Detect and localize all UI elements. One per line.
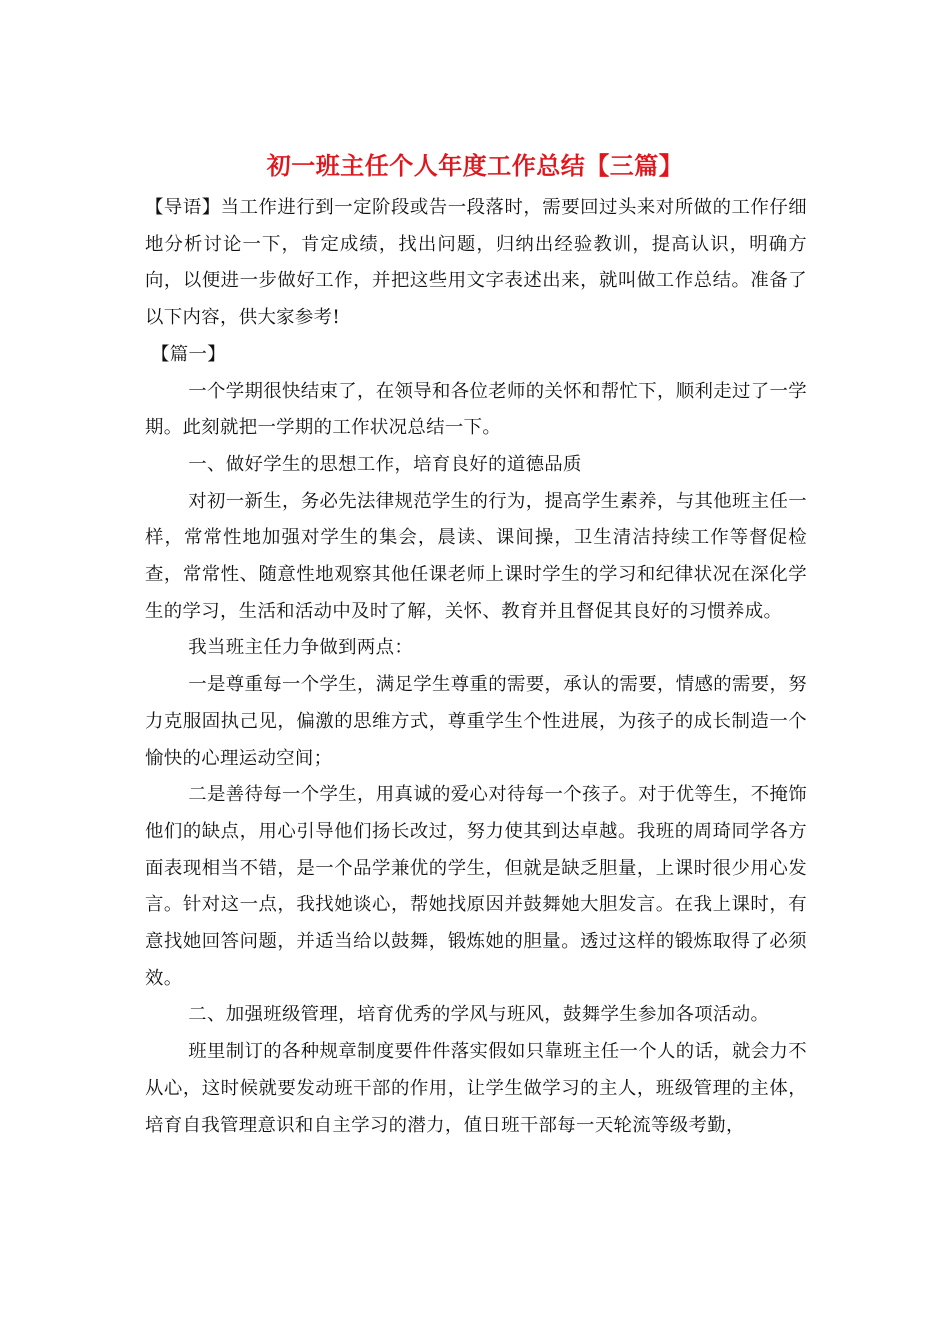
section-marker: 【篇一】 <box>151 343 226 365</box>
body-paragraph: 对初一新生，务必先法律规范学生的行为，提高学生素养，与其他班主任一样，常常性地加强对学生的集会，晨读、课间操，卫生清洁持续工作等督促检查，常常性、随意性地观察其他任课老师上课时学生的学习和纪律状况在深化学生的学习，生活和活动中及时了解，关怀、教育并且督促其良好的习惯养成。 <box>145 490 807 622</box>
body-paragraph: 一是尊重每一个学生，满足学生尊重的需要，承认的需要，情感的需要，努力克服固执己见，偏激的思维方式，尊重学生个性进展，为孩子的成长制造一个愉快的心理运动空间； <box>145 674 807 769</box>
section-heading: 一、做好学生的思想工作，培育良好的道德品质 <box>188 453 582 475</box>
body-paragraph: 一个学期很快结束了，在领导和各位老师的关怀和帮忙下，顺利走过了一学期。此刻就把一学期的工作状况总结一下。 <box>145 380 807 439</box>
document-body <box>145 190 807 1144</box>
document-title: 初一班主任个人年度工作总结【三篇】 <box>266 151 684 180</box>
body-paragraph: 我当班主任力争做到两点： <box>188 637 414 659</box>
intro-paragraph: 【导语】当工作进行到一定阶段或告一段落时，需要回过头来对所做的工作仔细地分析讨论一下，肯定成绩，找出问题，归纳出经验教训，提高认识，明确方向，以便进一步做好工作，并把这些用文字表述出来，就叫做工作总结。准备了以下内容，供大家参考! <box>145 197 807 329</box>
body-paragraph: 二是善待每一个学生，用真诚的爱心对待每一个孩子。对于优等生，不掩饰他们的缺点，用心引导他们扬长改过，努力使其到达卓越。我班的周琦同学各方面表现相当不错，是一个品学兼优的学生，但就是缺乏胆量，上课时很少用心发言。针对这一点，我找她谈心，帮她找原因并鼓舞她大胆发言。在我上课时，有意找她回答问题，并适当给以鼓舞，锻炼她的胆量。透过这样的锻炼取得了必须效。 <box>145 784 807 989</box>
body-paragraph: 班里制订的各种规章制度要件件落实假如只靠班主任一个人的话，就会力不从心，这时候就要发动班干部的作用，让学生做学习的主人，班级管理的主体，培育自我管理意识和自主学习的潜力，值日班干部每一天轮流等级考勤， <box>145 1041 807 1136</box>
section-heading: 二、加强班级管理，培育优秀的学风与班风，鼓舞学生参加各项活动。 <box>188 1004 770 1026</box>
